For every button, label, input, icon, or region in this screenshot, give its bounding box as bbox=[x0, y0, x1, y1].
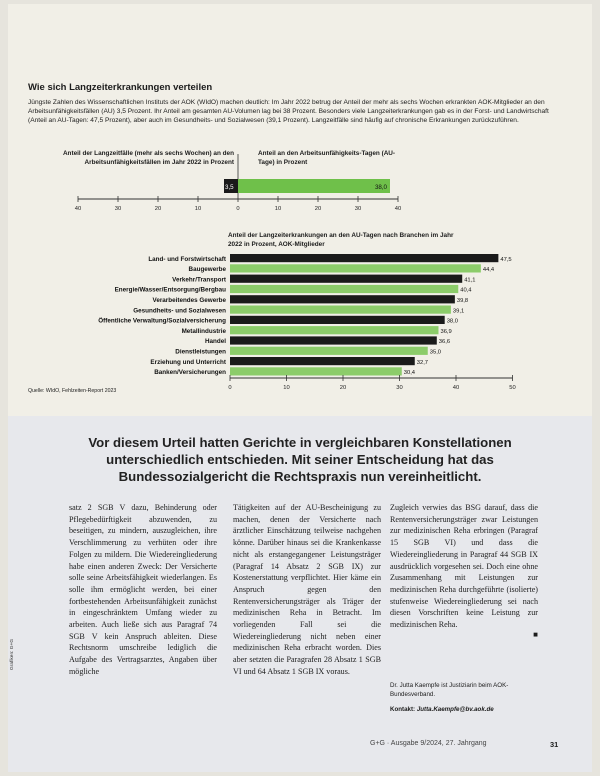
bar-branch-6 bbox=[230, 316, 445, 324]
value-label-branch-1: 44,4 bbox=[482, 267, 495, 274]
contact-email-link[interactable]: Jutta.Kaempfe@bv.aok.de bbox=[416, 706, 494, 713]
category-label-7: Metallindustrie bbox=[181, 327, 226, 335]
category-label-11: Banken/Versicherungen bbox=[154, 369, 226, 377]
tick-label-top-4: 0 bbox=[236, 206, 240, 212]
bar-branch-10 bbox=[230, 357, 415, 365]
category-label-6: Öffentliche Verwaltung/Sozialversicherung bbox=[98, 317, 226, 325]
value-label-branch-10: 32,7 bbox=[416, 359, 429, 366]
bar-branch-7 bbox=[230, 326, 438, 334]
tick-label-branches-0: 0 bbox=[228, 385, 232, 391]
value-label-branch-9: 35,0 bbox=[429, 349, 442, 356]
author-contact bbox=[390, 706, 565, 713]
tick-label-top-2: 20 bbox=[154, 206, 162, 212]
magazine-page bbox=[8, 4, 592, 772]
tick-label-top-5: 10 bbox=[274, 206, 282, 212]
value-label-branch-4: 39,8 bbox=[456, 298, 469, 304]
value-label-branch-0: 47,5 bbox=[500, 256, 512, 263]
pull-quote: Vor diesem Urteil hatten Gerichte in vergleichbaren Konstellationen unterschiedlich entschieden. Mit seiner Entscheidung hat das Bundessozialgericht die Rechtspraxis nun vereinheitlicht. bbox=[88, 435, 512, 484]
category-label-5: Gesundheits- und Sozialwesen bbox=[133, 307, 226, 315]
article-column-3 bbox=[390, 502, 538, 639]
tick-label-branches-1: 10 bbox=[283, 385, 290, 391]
bar-branch-0 bbox=[230, 254, 498, 262]
value-label-branch-6: 38,0 bbox=[446, 318, 458, 325]
value-label-branch-5: 39,1 bbox=[452, 308, 465, 315]
graphics-credit: Grafiken: G+G bbox=[10, 638, 15, 670]
tick-label-branches-2: 20 bbox=[339, 385, 347, 391]
tick-label-top-7: 30 bbox=[354, 206, 362, 212]
bar-branch-2 bbox=[230, 275, 462, 283]
tick-label-branches-3: 30 bbox=[396, 385, 403, 391]
tick-label-top-6: 20 bbox=[314, 206, 322, 212]
category-label-8: Handel bbox=[205, 338, 226, 346]
bar-branch-1 bbox=[230, 264, 481, 272]
category-label-0: Land- und Forstwirtschaft bbox=[148, 255, 226, 263]
bar-branch-5 bbox=[230, 306, 451, 314]
infobox bbox=[8, 4, 592, 416]
infobox-title: Wie sich Langzeiterkrankungen verteilen bbox=[28, 82, 213, 93]
bar-branch-11 bbox=[230, 367, 402, 375]
bar-au-days bbox=[238, 179, 390, 193]
right-chart-label: Anteil an den Arbeitsunfähigkeits-Tagen (AU-Tage) in Prozent bbox=[258, 150, 396, 166]
value-label-branch-2: 41,1 bbox=[464, 277, 476, 284]
branch-chart-title: Anteil der Langzeiterkrankungen an den AU-Tagen nach Branchen im Jahr 2022 in Prozent, AOK-Mitglieder bbox=[228, 232, 454, 248]
charts-svg bbox=[8, 4, 592, 416]
tick-label-top-1: 30 bbox=[114, 206, 122, 212]
category-label-3: Energie/Wasser/Entsorgung/Bergbau bbox=[114, 286, 226, 294]
author-bio: Dr. Jutta Kaempfe ist Justiziarin beim AOK-Bundesverband. bbox=[390, 682, 509, 698]
value-label-au-days: 38,0 bbox=[374, 184, 387, 191]
value-label-long-term-cases: 3,5 bbox=[225, 184, 234, 191]
tick-label-top-3: 10 bbox=[194, 206, 202, 212]
source-note: Quelle: WIdO, Fehlzeiten-Report 2023 bbox=[28, 388, 117, 394]
tick-label-branches-4: 40 bbox=[452, 385, 460, 391]
bar-branch-3 bbox=[230, 285, 458, 293]
category-label-2: Verkehr/Transport bbox=[172, 276, 226, 284]
category-label-1: Baugewerbe bbox=[188, 266, 226, 274]
value-label-branch-7: 36,9 bbox=[440, 328, 452, 335]
bar-branch-9 bbox=[230, 347, 428, 355]
column-3-text: Zugleich verwies das BSG darauf, dass die Rentenversicherungsträger zwar Leistungen zur medizinischen Reha erbringen (Paragraf 15 SGB VI) und dass die Wiedereingliederung in Paragraf 44 SGB IX ausdrücklich vorgesehen sei. Doch eine ohne Zusammenhang mit Leistungen zur medizinischen Reha durchgeführte (isolierte) stufenweise Wiedereingliederung sei nach diesen Vorschriften keine Leistung zur medizinischen Reha. bbox=[390, 503, 538, 630]
category-label-10: Erziehung und Unterricht bbox=[150, 358, 226, 366]
tick-label-top-8: 40 bbox=[394, 206, 402, 212]
category-label-4: Verarbeitendes Gewerbe bbox=[152, 297, 226, 304]
tick-label-top-0: 40 bbox=[74, 206, 82, 212]
article-column-2: Tätigkeiten auf der AU-Bescheinigung zu machen, denen der Versicherte nach ärztlicher Einschätzung teilweise nachgehen könne. Darüber hinaus sei die Krankenkasse nicht als erstangegangener Leistungsträger (Paragraf 14 Absatz 2 SGB IX) zur Kostenerstattung verpflichtet. Hier käme ein Anspruch gegen den Rentenversicherungsträger als Träger der medizinischen Reha in Betracht. Im vorliegenden Fall sei die Wiedereingliederung nicht neben einer medizinischen Reha erbracht worden. Dies aber setzten die Paragrafen 28 Absatz 1 SGB VI und 64 Absatz 1 SGB IX voraus. bbox=[233, 503, 381, 676]
page-number: 31 bbox=[550, 740, 559, 749]
value-label-branch-3: 40,4 bbox=[460, 287, 472, 294]
footer-issue: G+G · Ausgabe 9/2024, 27. Jahrgang bbox=[370, 740, 487, 747]
left-chart-label: Anteil der Langzeitfälle (mehr als sechs Wochen) an den Arbeitsunfähigkeitsfällen im Jahr 2022 in Prozent bbox=[62, 150, 234, 166]
bar-branch-4 bbox=[230, 295, 455, 303]
category-label-9: Dienstleistungen bbox=[175, 348, 226, 356]
article-column-1: satz 2 SGB V dazu, Behinderung oder Pflegebedürftigkeit abzuwenden, zu beseitigen, zu mindern, auszugleichen, ihre Verschlimmerung zu verhüten oder ihre Folgen zu mildern. Die Wiedereingliederung habe einen anderen Zweck: Der Versicherte solle seine Arbeitsfähigkeit wiederlangen. Es solle ihm ermöglicht werden, bei einer fortbestehenden Arbeitsunfähigkeit zunächst in eingeschränktem Umfang wieder zu arbeiten. Auch ließe sich aus Paragraf 74 SGB V kein Anspruch ableiten. Diese Rechtsnorm umschreibe lediglich die Aufgabe des Vertragsarztes, Angaben über mögliche bbox=[69, 503, 217, 676]
value-label-branch-8: 36,6 bbox=[438, 339, 451, 346]
contact-label: Kontakt: bbox=[390, 706, 416, 713]
value-label-branch-11: 30,4 bbox=[403, 370, 416, 377]
tick-label-branches-5: 50 bbox=[509, 385, 516, 391]
infobox-intro: Jüngste Zahlen des Wissenschaftlichen Instituts der AOK (WIdO) machen deutlich: Im Jahr 2022 betrug der Anteil der mehr als sechs Wochen erkrankten AOK-Mitglieder an den Arbeitsunfähigkeitsfällen (AU) 3,5 Prozent. Ihr Anteil am gesamten AU-Volumen lag bei 38 Prozent. Besonders viele Langzeiterkrankungen gab es in der Forst- und Landwirtschaft (Anteil an AU-Tagen: 47,5 Prozent), aber auch im Gesundheits- und Sozialwesen (39,1 Prozent). Langzeitfälle sind häufig auf chronische Erkrankungen zurückzuführen. bbox=[28, 99, 549, 124]
bar-branch-8 bbox=[230, 336, 437, 344]
end-mark-icon: ■ bbox=[533, 629, 538, 639]
